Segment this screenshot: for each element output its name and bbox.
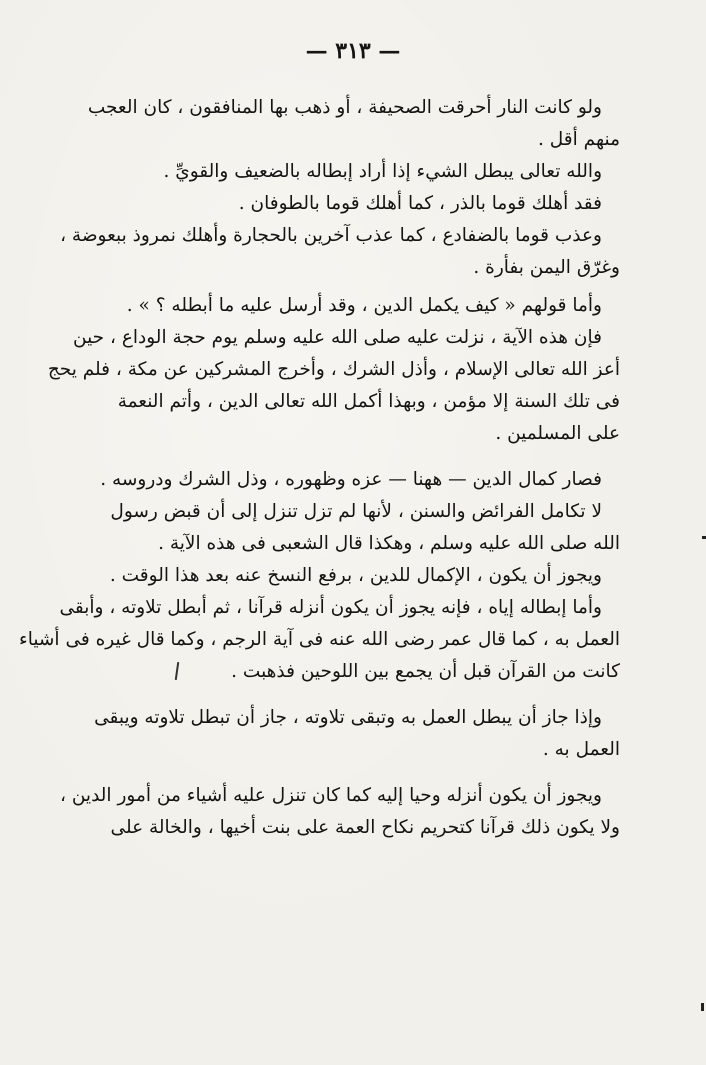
text-line: أعز الله تعالى الإسلام ، وأذل الشرك ، وأخرج المشركين عن مكة ، فلم يحج [47,359,620,380]
text-line: فإن هذه الآية ، نزلت عليه صلى الله عليه وسلم يوم حجة الوداع ، حين [73,327,602,348]
page-number: — ٣١٣ — [305,38,401,64]
text-line: على المسلمين . [495,423,620,444]
scan-edge-mark [702,536,706,539]
text-line: العمل به ، كما قال عمر رضى الله عنه فى آية الرجم ، وكما قال غيره فى أشياء [19,629,620,650]
text-line: ولو كانت النار أحرقت الصحيفة ، أو ذهب بها المنافقون ، كان العجب [87,97,602,118]
body-text [19,92,620,844]
text-line: منهم أقل . [538,129,620,150]
text-line: الله صلى الله عليه وسلم ، وهكذا قال الشعبى فى هذه الآية . [158,533,620,554]
text-line: وغرّق اليمن بفأرة . [473,257,620,278]
text-line: لا تكامل الفرائض والسنن ، لأنها لم تزل تنزل إلى أن قبض رسول [110,501,602,522]
text-line: وإذا جاز أن يبطل العمل به وتبقى تلاوته ، جاز أن تبطل تلاوته ويبقى [94,707,602,728]
text-line: وأما قولهم « كيف يكمل الدين ، وقد أرسل عليه ما أبطله ؟ » . [126,295,602,316]
text-line: وأما إبطاله إياه ، فإنه يجوز أن يكون أنزله قرآنا ، ثم أبطل تلاوته ، وأبقى [59,597,602,618]
text-line: كانت من القرآن قبل أن يجمع بين اللوحين فذهبت . [231,661,620,682]
text-line: فى تلك السنة إلا مؤمن ، وبهذا أكمل الله تعالى الدين ، وأتم النعمة [117,391,620,412]
text-line: العمل به . [542,739,620,760]
text-line: ويجوز أن يكون أنزله وحيا إليه كما كان تنزل عليه أشياء من أمور الدين ، [60,785,602,806]
text-line: فقد أهلك قوما بالذر ، كما أهلك قوما بالطوفان . [238,193,602,214]
scan-edge-mark [701,1003,704,1011]
text-line: فصار كمال الدين — ههنا — عزه وظهوره ، وذل الشرك ودروسه . [100,469,602,490]
text-line: ويجوز أن يكون ، الإكمال للدين ، برفع النسخ عنه بعد هذا الوقت . [109,565,602,586]
text-line: وعذب قوما بالضفادع ، كما عذب آخرين بالحجارة وأهلك نمروذ ببعوضة ، [60,225,602,246]
text-line: والله تعالى يبطل الشيء إذا أراد إبطاله بالضعيف والقويِّ . [163,161,602,182]
text-line: ولا يكون ذلك قرآنا كتحريم نكاح العمة على بنت أخيها ، والخالة على [110,817,620,838]
